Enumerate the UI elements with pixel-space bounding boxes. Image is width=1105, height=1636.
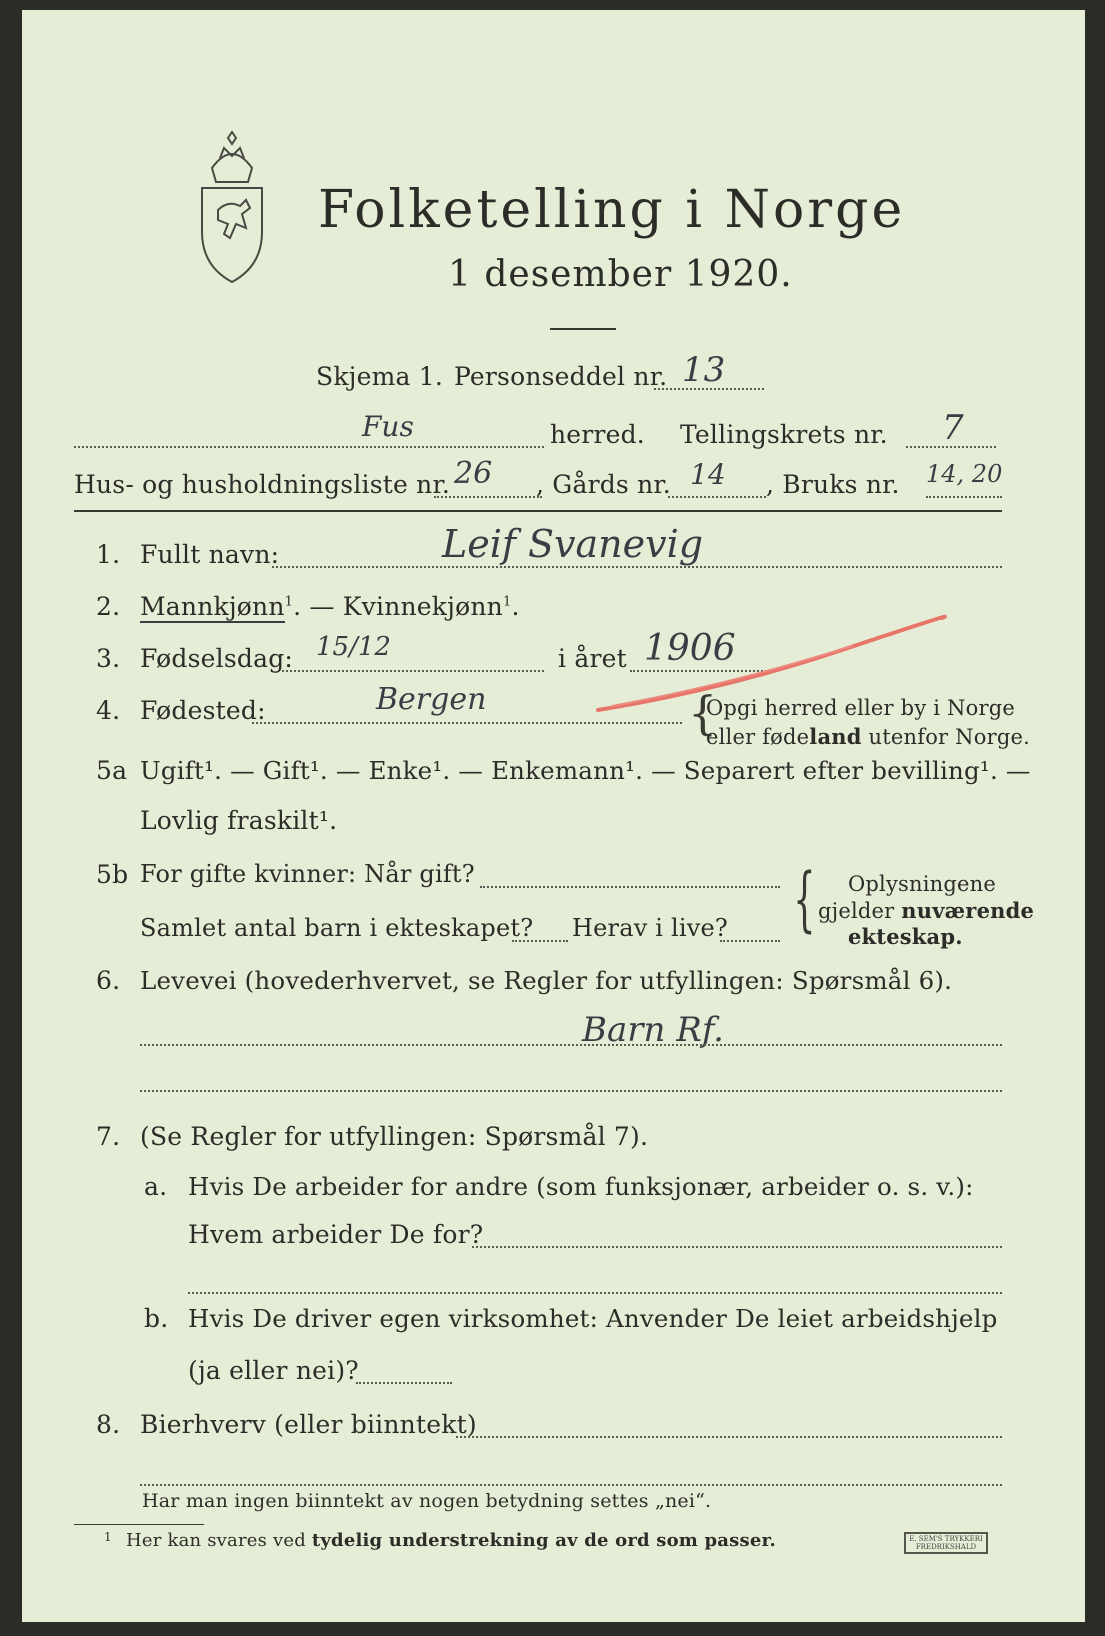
footnote-divider — [74, 1524, 204, 1525]
form-subtitle: 1 desember 1920. — [448, 254, 793, 295]
footnote-mark: 1 — [104, 1530, 112, 1544]
q7b-line2: (ja eller nei)? — [188, 1356, 359, 1385]
footnote-pre: Her kan svares ved — [126, 1530, 312, 1551]
q4-note-line2 — [706, 724, 1030, 749]
q4-label: Fødested: — [140, 696, 266, 725]
title-divider — [550, 328, 616, 330]
q5b-married-line — [480, 886, 780, 888]
q5a-line1: Ugift¹. — Gift¹. — Enke¹. — Enkemann¹. — Separert efter bevilling¹. — — [140, 756, 1031, 785]
q7b-line1: Hvis De driver egen virksomhet: Anvender De leiet arbeidshjelp — [188, 1304, 998, 1333]
q5b-note2-pre: gjelder — [818, 899, 902, 923]
q6-number: 6. — [96, 966, 121, 995]
gards-value: 14 — [690, 458, 726, 491]
q3-label: Fødselsdag: — [140, 644, 294, 673]
hus-value: 26 — [454, 456, 493, 491]
q6-line1 — [140, 1044, 1002, 1046]
personseddel-value: 13 — [682, 350, 726, 390]
q7a-employer-line — [472, 1246, 1002, 1248]
schema-label: Skjema 1. — [316, 362, 444, 391]
q2-end: . — [511, 592, 520, 621]
q5b-line1: For gifte kvinner: Når gift? — [140, 860, 475, 888]
bruks-label: , Bruks nr. — [766, 470, 900, 499]
q5b-line2a: Samlet antal barn i ekteskapet? — [140, 914, 534, 942]
q5a-line2: Lovlig fraskilt¹. — [140, 806, 338, 835]
q4-number: 4. — [96, 696, 121, 725]
hus-line — [434, 496, 542, 498]
q7b-answer-line — [356, 1382, 452, 1384]
q8-note: Har man ingen biinntekt av nogen betydning settes „nei“. — [142, 1490, 712, 1512]
q5b-number: 5b — [96, 860, 129, 889]
bruks-line — [926, 496, 1002, 498]
header-divider — [74, 510, 1002, 512]
q5b-alive-line — [720, 940, 780, 942]
q8-line1 — [456, 1436, 1002, 1438]
q1-number: 1. — [96, 540, 121, 569]
q1-value: Leif Svanevig — [442, 522, 704, 566]
footnote-text — [126, 1530, 776, 1551]
q7a-letter: a. — [144, 1172, 168, 1201]
q7a-line2: Hvem arbeider De for? — [188, 1220, 484, 1249]
q4-line — [252, 722, 682, 724]
q5b-note3: ekteskap. — [848, 924, 963, 949]
q3-value: 15/12 — [316, 632, 391, 662]
gards-line — [668, 496, 766, 498]
q4-note-pre: eller føde — [706, 725, 810, 749]
q5b-children-line — [512, 940, 568, 942]
q7-label: (Se Regler for utfyllingen: Spørsmål 7). — [140, 1122, 649, 1151]
q5b-brace: { — [793, 858, 816, 940]
q2-sup-2: 1 — [502, 594, 512, 610]
q5b-line2b: Herav i live? — [572, 914, 728, 942]
q3-number: 3. — [96, 644, 121, 673]
q3-year-label: i året — [558, 644, 627, 673]
norway-coat-of-arms-icon — [190, 128, 274, 288]
q7b-letter: b. — [144, 1304, 169, 1333]
q5b-note1: Oplysningene — [848, 872, 997, 896]
q2-separator: . — Kvinnekjønn — [293, 592, 503, 621]
q1-label: Fullt navn: — [140, 540, 280, 569]
q2-number: 2. — [96, 592, 121, 621]
q1-line — [272, 566, 1002, 568]
q6-label: Levevei (hovederhvervet, se Regler for utfyllingen: Spørsmål 6). — [140, 966, 953, 995]
q7-number: 7. — [96, 1122, 121, 1151]
q2-options — [140, 592, 520, 621]
q2-mann-option: Mannkjønn — [140, 592, 285, 621]
q4-brace: { — [688, 686, 718, 740]
footnote-bold: tydelig understrekning av de ord som passer. — [311, 1530, 776, 1551]
q4-value: Bergen — [376, 682, 487, 717]
q8-number: 8. — [96, 1410, 121, 1439]
census-form — [22, 10, 1085, 1622]
herred-label: herred. — [550, 420, 645, 449]
tellingskrets-label: Tellingskrets nr. — [680, 420, 888, 449]
hus-label: Hus- og husholdningsliste nr. — [74, 470, 451, 499]
herred-value: Fus — [362, 410, 414, 443]
q5a-number: 5a — [96, 756, 128, 785]
printer-stamp: E. SEM'S TRYKKERI FREDRIKSHALD — [904, 1532, 988, 1554]
q6-value: Barn Rf. — [582, 1010, 724, 1050]
herred-line — [74, 446, 544, 448]
personseddel-label: Personseddel nr. — [454, 362, 668, 391]
q4-note-bold: land — [809, 724, 862, 749]
q8-line2 — [140, 1484, 1002, 1486]
q6-line2 — [140, 1090, 1002, 1092]
q7a-line1: Hvis De arbeider for andre (som funksjonær, arbeider o. s. v.): — [188, 1172, 974, 1201]
form-title: Folketelling i Norge — [318, 180, 906, 240]
q5b-note2 — [818, 898, 1034, 923]
tellingskrets-value: 7 — [942, 408, 964, 448]
q4-note-line1: Opgi herred eller by i Norge — [706, 696, 1015, 720]
bruks-value: 14, 20 — [926, 460, 1003, 488]
q8-label: Bierhverv (eller biinntekt) — [140, 1410, 477, 1439]
q2-sup-1: 1 — [284, 594, 294, 610]
q7a-extra-line — [188, 1292, 1002, 1294]
q3-line — [282, 670, 544, 672]
gards-label: , Gårds nr. — [536, 470, 671, 499]
q4-note-post: utenfor Norge. — [861, 725, 1030, 749]
q5b-note2-bold: nuværende — [901, 898, 1035, 923]
q3-year-value: 1906 — [644, 628, 736, 669]
